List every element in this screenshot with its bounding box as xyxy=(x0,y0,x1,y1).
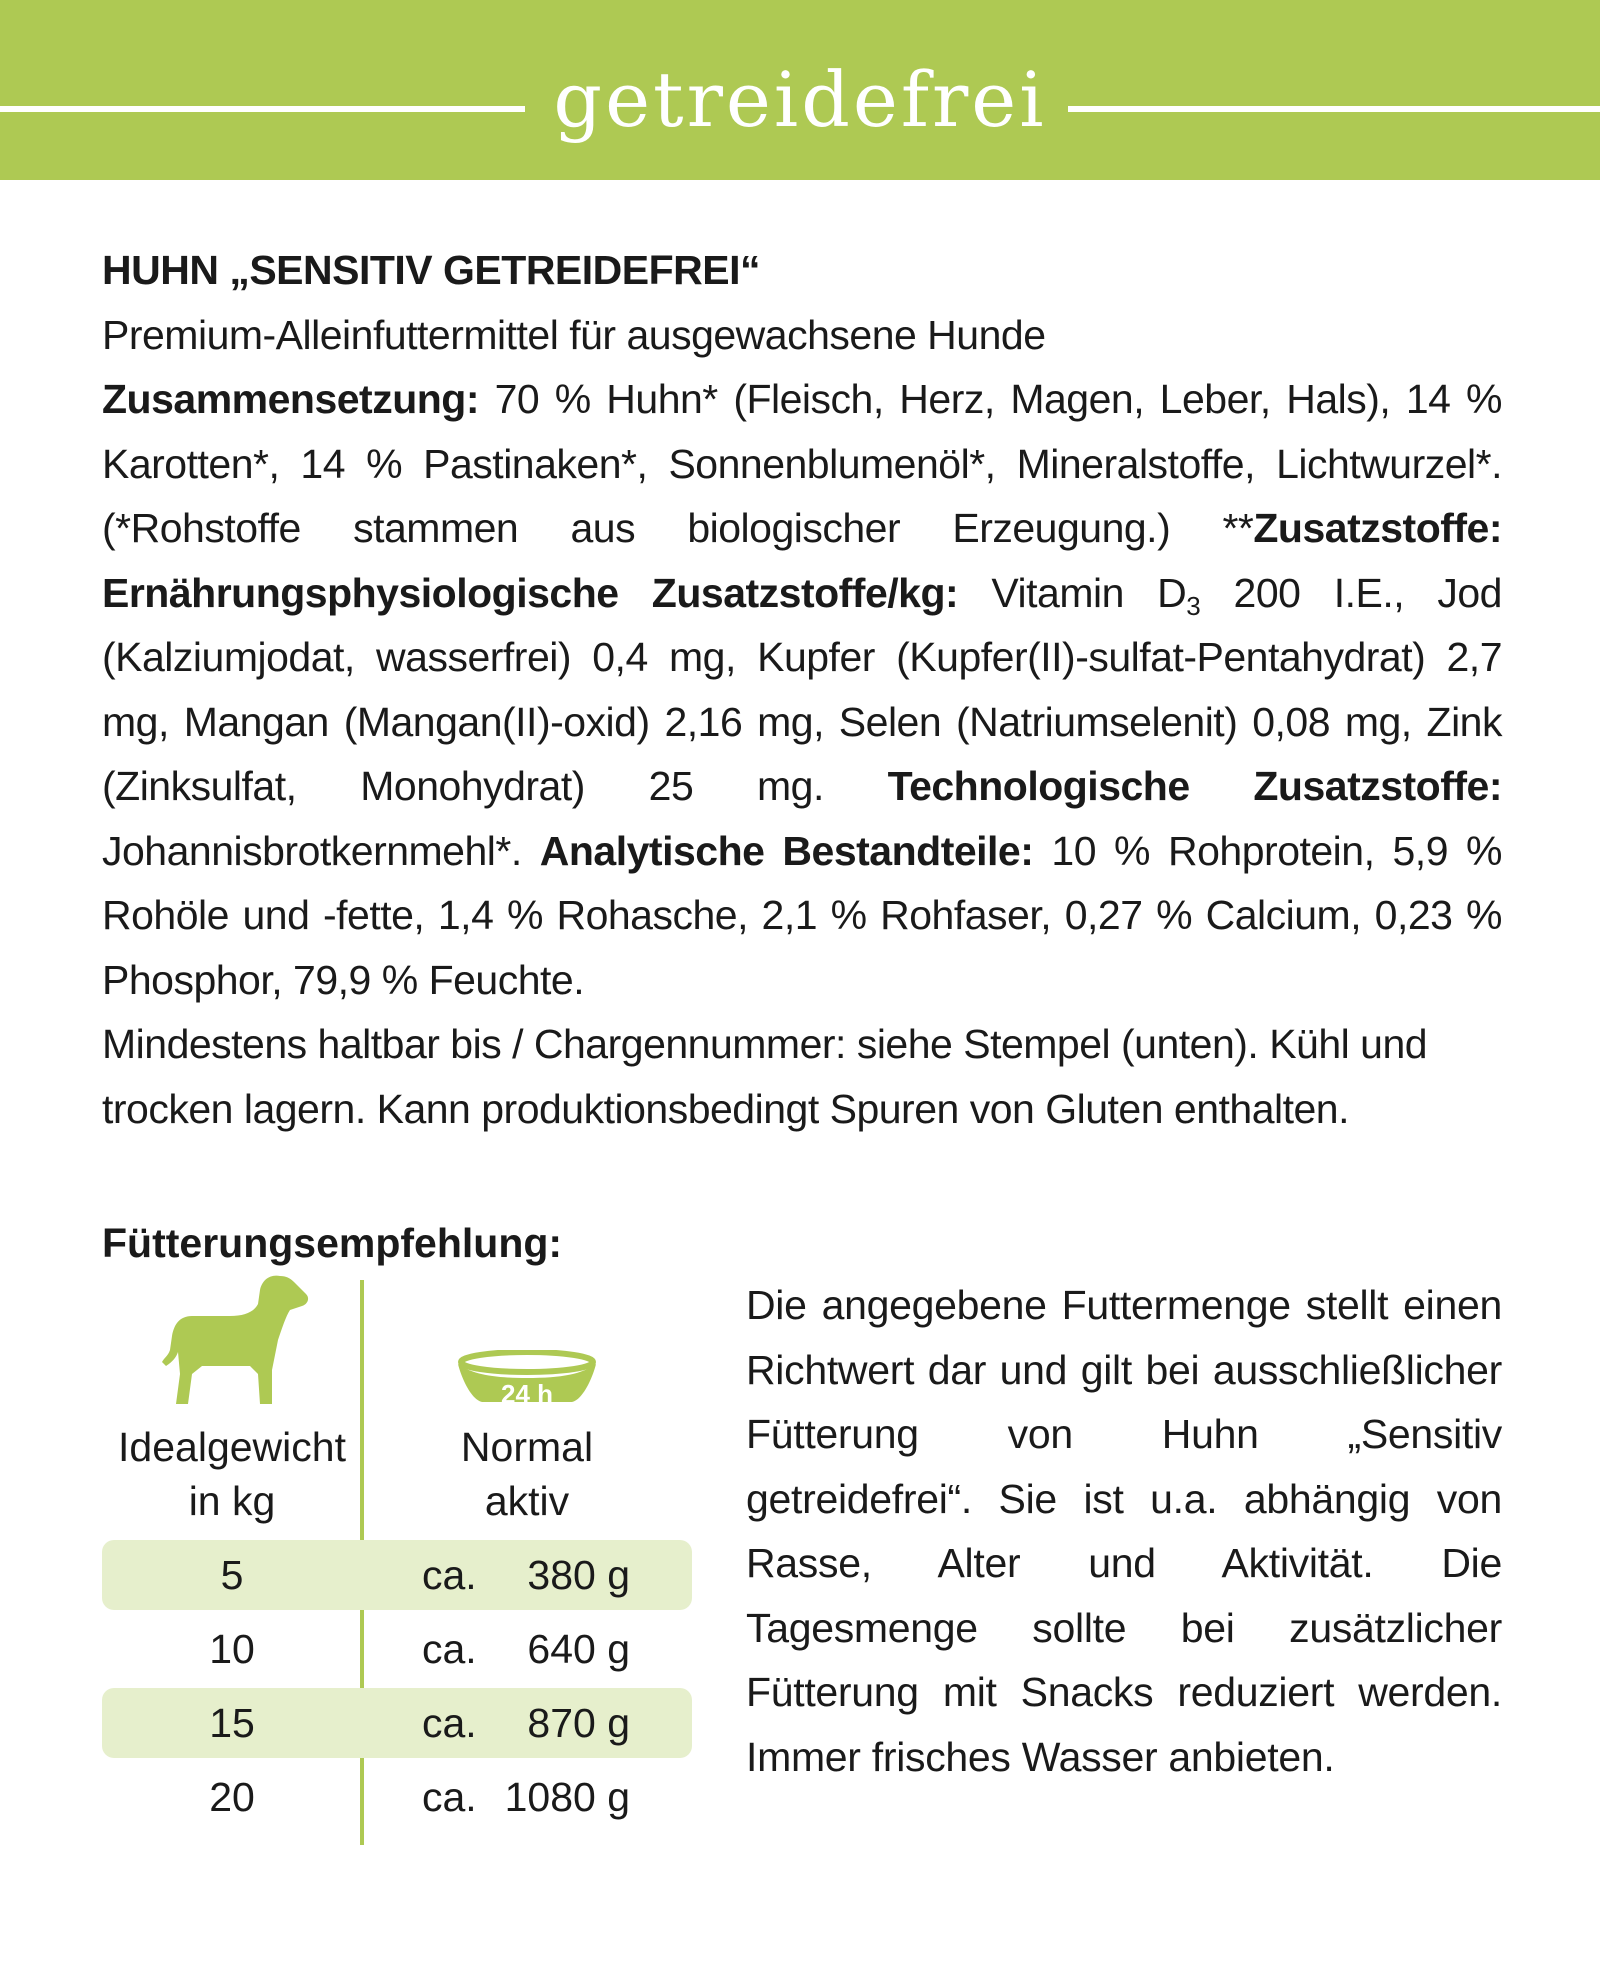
composition-paragraph xyxy=(102,367,1502,1012)
amount-cell: 380 g xyxy=(527,1552,630,1598)
tech-label: Technologische Zusatzstoffe: xyxy=(887,763,1502,809)
table-row xyxy=(102,1760,702,1834)
weight-cell: 5 xyxy=(220,1552,244,1598)
ca-cell: ca. xyxy=(422,1626,477,1672)
amount-cell: 870 g xyxy=(527,1700,630,1746)
analytic-text: 10 % Rohprotein, 5,9 % Rohöle und -fette, 1,4 % Rohasche, 2,1 % Rohfaser, 0,27 % Calcium, 0,23 % Phosphor, 79,9 % Feuchte. xyxy=(102,827,1502,1003)
product-description xyxy=(102,238,1502,1141)
product-title: HUHN „SENSITIV GETREIDEFREI“ xyxy=(102,247,761,293)
amount-cell: 1080 g xyxy=(504,1774,630,1820)
storage-text: Mindestens haltbar bis / Chargennummer: siehe Stempel (unten). Kühl und trocken lagern. Kann produktionsbedingt Spuren von Gluten enthalten. xyxy=(102,1021,1428,1132)
bowl-label: 24 h xyxy=(500,1379,554,1409)
table-row xyxy=(102,1538,702,1612)
column-header-active-line1: Normal xyxy=(460,1424,594,1470)
dog-icon xyxy=(162,1270,312,1410)
additives-text-post: 200 I.E., Jod (Kalziumjodat, wasserfrei) 0,4 mg, Kupfer (Kupfer(II)-sulfat-Pentahydrat) 2,7 mg, Mangan (Mangan(II)-oxid) 2,16 mg, Selen (Natriumselenit) 0,08 mg, Zink (Zinksulfat, Monohydrat) 25 mg. xyxy=(102,569,1502,809)
ca-cell: ca. xyxy=(422,1774,477,1820)
feeding-table xyxy=(102,1270,702,1850)
product-subtitle: Premium-Alleinfuttermittel für ausgewachsene Hunde xyxy=(102,311,1046,358)
feeding-note: Die angegebene Futtermenge stellt einen Richtwert dar und gilt bei ausschließlicher Fütterung von Huhn „Sensitiv getreidefrei“. Sie ist u.a. abhängig von Rasse, Alter und Aktivität. Die Tagesmenge sollte bei zusätzlicher Fütterung mit Snacks reduziert werden. Immer frisches Wasser anbieten. xyxy=(746,1282,1502,1780)
banner-title: getreidefrei xyxy=(553,55,1047,144)
table-row xyxy=(102,1686,702,1760)
column-header-active xyxy=(402,1420,652,1528)
analytic-label: Analytische Bestandteile: xyxy=(539,827,1034,874)
additives-subscript: 3 xyxy=(1186,590,1201,621)
column-header-weight xyxy=(102,1420,362,1528)
weight-cell: 10 xyxy=(209,1626,255,1672)
composition-label: Zusammensetzung: xyxy=(102,376,479,422)
column-header-weight-line1: Idealgewicht xyxy=(118,1424,346,1470)
weight-cell: 20 xyxy=(209,1774,255,1820)
weight-cell: 15 xyxy=(209,1700,255,1746)
tech-text: Johannisbrotkernmehl*. xyxy=(102,827,540,874)
ca-cell: ca. xyxy=(422,1552,477,1598)
table-row xyxy=(102,1612,702,1686)
additives-label: Zusatzstoffe: Ernährungsphysiologische Zusatzstoffe/kg: xyxy=(102,505,1502,616)
column-header-weight-line2: in kg xyxy=(188,1478,276,1524)
amount-cell: 640 g xyxy=(527,1626,630,1672)
additives-text-pre: Vitamin D xyxy=(958,569,1187,616)
feeding-heading: Fütterungsempfehlung: xyxy=(102,1220,563,1266)
composition-text: 70 % Huhn* (Fleisch, Herz, Magen, Leber, Hals), 14 % Karotten*, 14 % Pastinaken*, Sonnenblumenöl*, Mineralstoffe, Lichtwurzel*. (*Rohstoffe stammen aus biologischer Erzeugung.) ** xyxy=(102,376,1502,551)
ca-cell: ca. xyxy=(422,1700,477,1746)
column-header-active-line2: aktiv xyxy=(484,1478,570,1524)
header-banner xyxy=(0,0,1600,180)
